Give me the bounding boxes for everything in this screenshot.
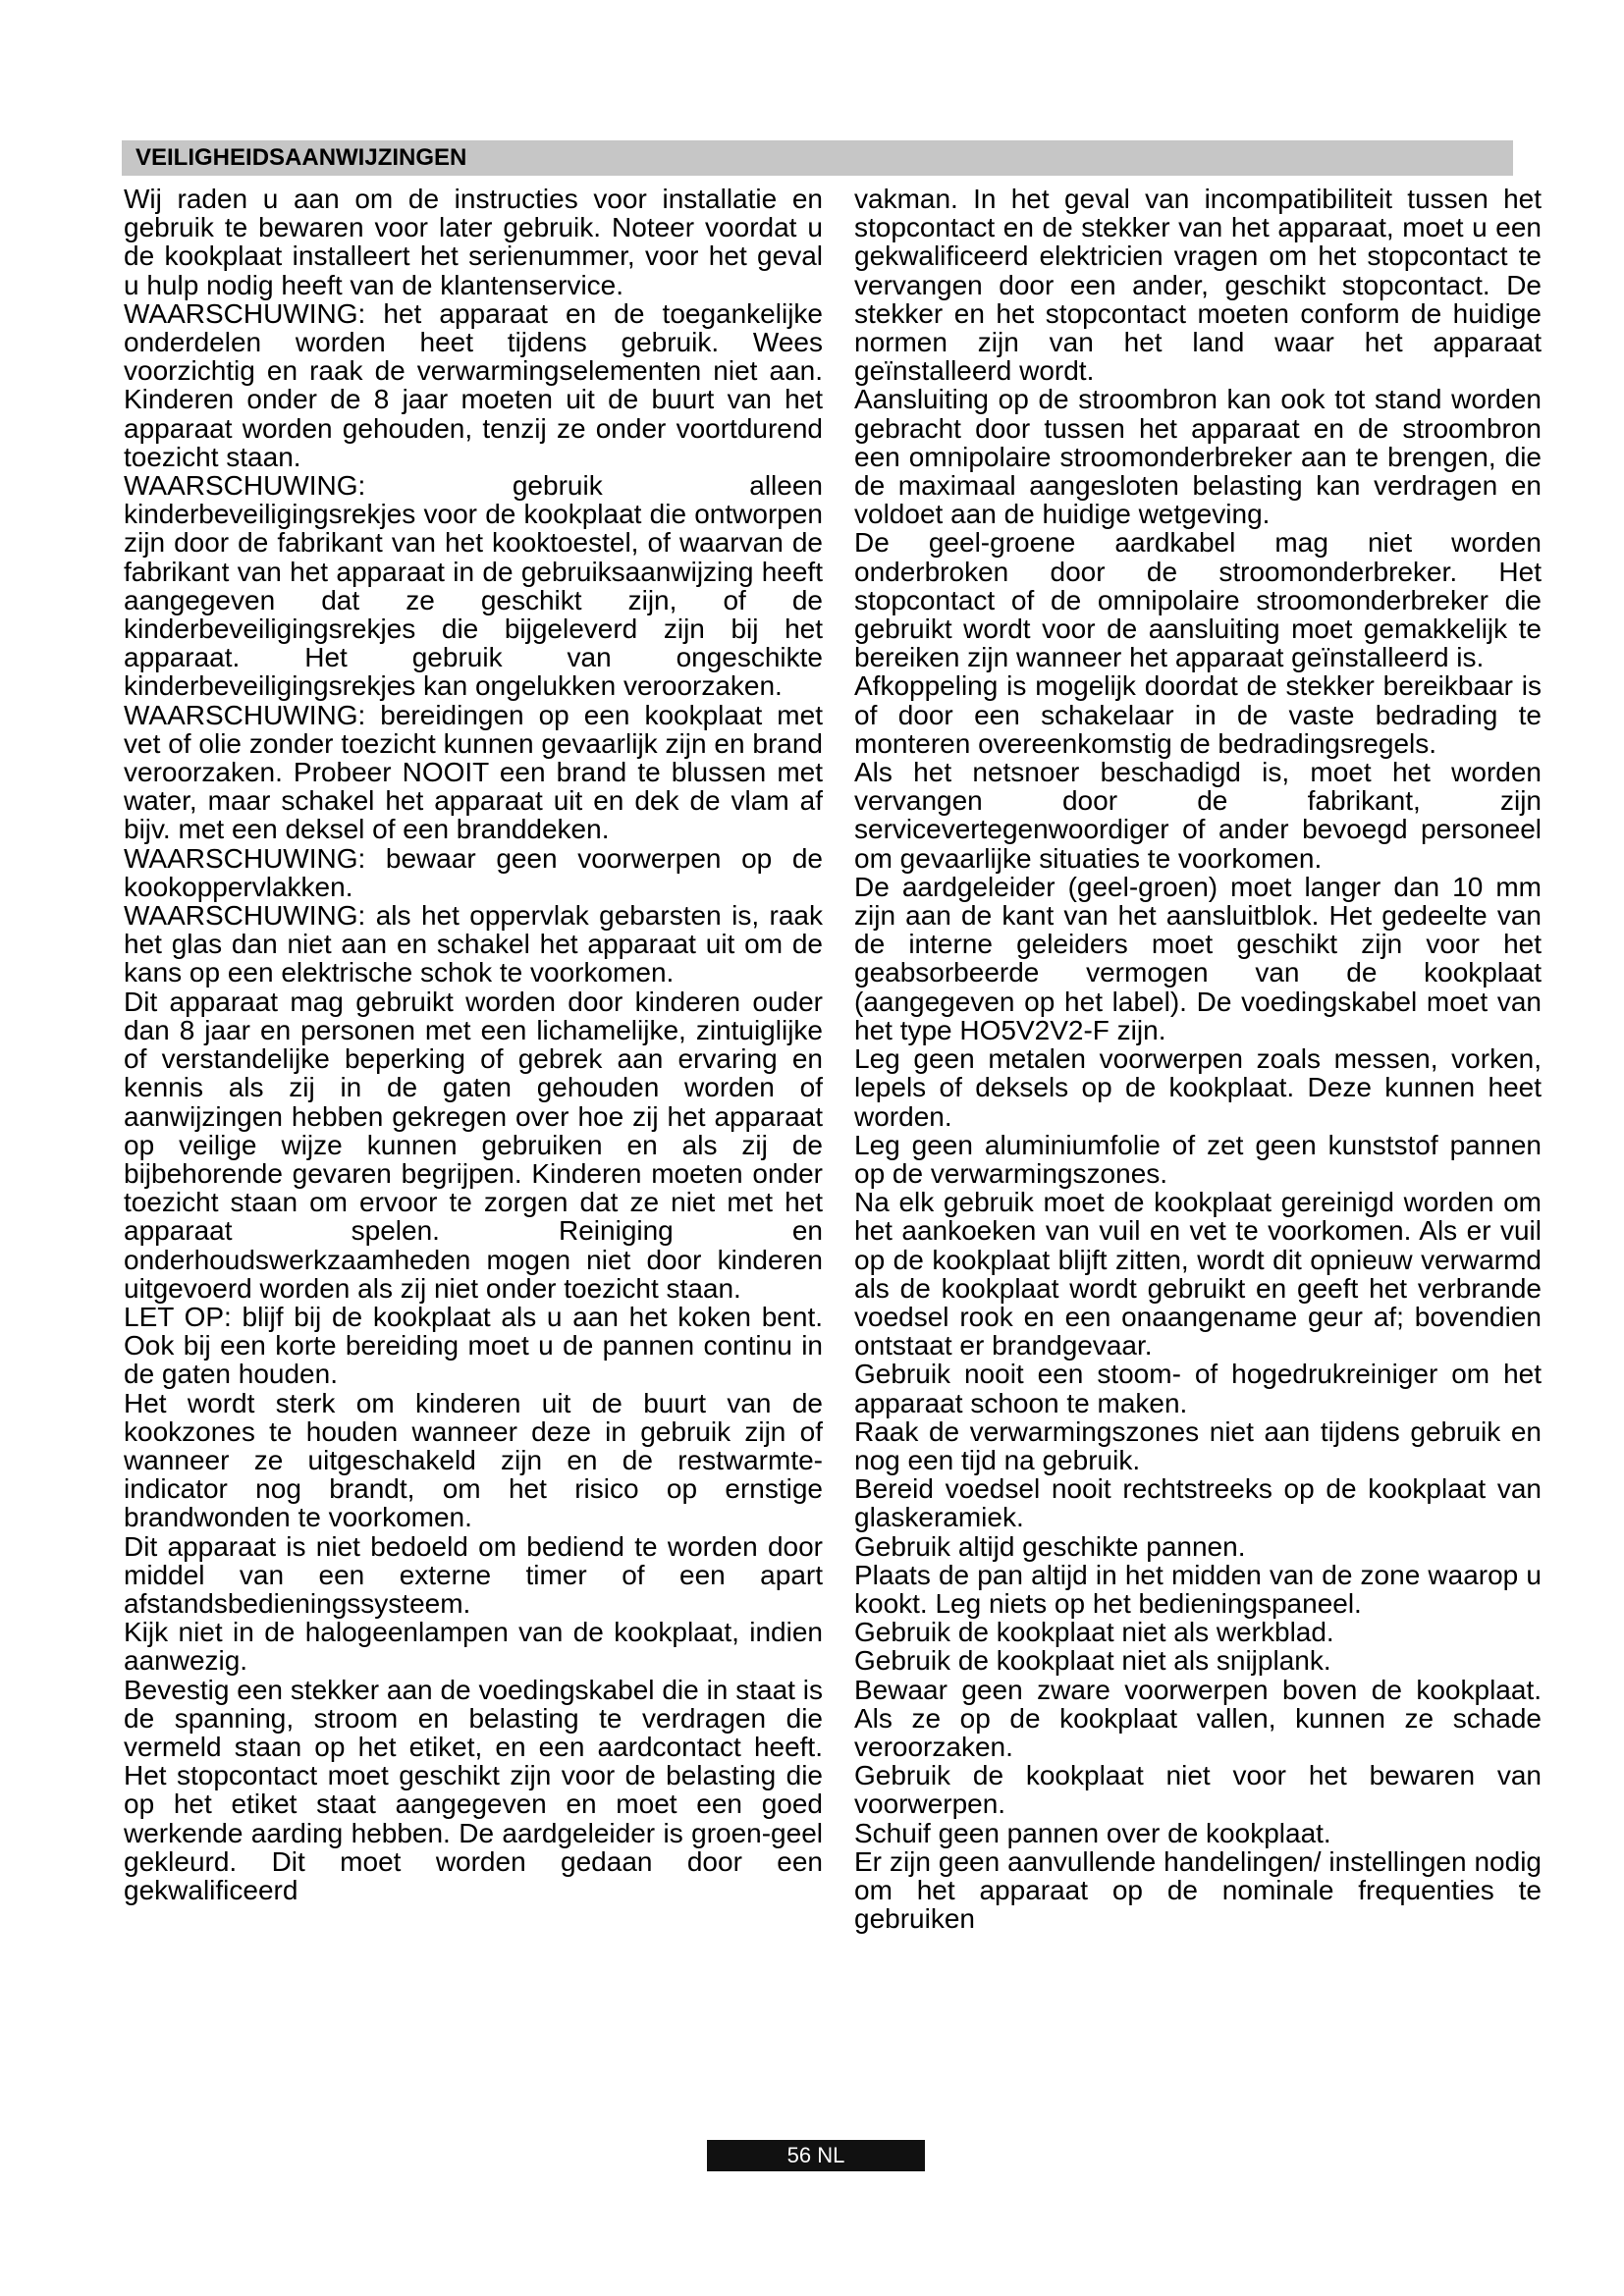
paragraph: Dit apparaat mag gebruikt worden door kinderen ouder dan 8 jaar en personen met een lichamelijke, zintuiglijke of verstandelijke beperking of gebrek aan ervaring en kennis als zij in de gaten gehouden worden of aanwijzingen hebben gekregen over hoe zij het apparaat op veilige wijze kunnen gebruiken en als zij de bijbehorende gevaren begrijpen. Kinderen moeten onder toezicht staan om ervoor te zorgen dat ze niet met het apparaat spelen. Reiniging en onderhoudswerkzaamheden mogen niet door kinderen uitgevoerd worden als zij niet onder toezicht staan.	[124, 986, 823, 1304]
paragraph: Raak de verwarmingszones niet aan tijdens gebruik en nog een tijd na gebruik.	[854, 1415, 1542, 1475]
paragraph: Als het netsnoer beschadigd is, moet het worden vervangen door de fabrikant, zijn servicevertegenwoordiger of ander bevoegd personeel om gevaarlijke situaties te voorkomen.	[854, 757, 1542, 874]
right-text-column	[854, 185, 1542, 2148]
paragraph: Na elk gebruik moet de kookplaat gereinigd worden om het aankoeken van vuil en vet te voorkomen. Als er vuil op de kookplaat blijft zitten, wordt dit opnieuw verwarmd als de kookplaat wordt gebruikt en geeft het verbrande voedsel rook en een onaangename geur af; bovendien ontstaat er brandgevaar.	[854, 1187, 1542, 1362]
paragraph: Gebruik de kookplaat niet als werkblad.	[854, 1617, 1334, 1648]
paragraph: WAARSCHUWING: gebruik alleen kinderbeveiligingsrekjes voor de kookplaat die ontworpen zijn door de fabrikant van het kooktoestel, of waarvan de fabrikant van het apparaat in de gebruiksaanwijzing heeft aangegeven dat ze geschikt zijn, of de kinderbeveiligingsrekjes die bijgeleverd zijn bij het apparaat. Het gebruik van ongeschikte kinderbeveiligingsrekjes kan ongelukken veroorzaken.	[124, 470, 823, 702]
paragraph: WAARSCHUWING: het apparaat en de toegankelijke onderdelen worden heet tijdens gebruik. Wees voorzichtig en raak de verwarmingselementen niet aan. Kinderen onder de 8 jaar moeten uit de buurt van het apparaat worden gehouden, tenzij ze onder voortdurend toezicht staan.	[124, 297, 823, 472]
paragraph: Bevestig een stekker aan de voedingskabel die in staat is de spanning, stroom en belasting te verdragen die vermeld staan op het etiket, en een aardcontact heeft. Het stopcontact moet geschikt zijn voor de belasting die op het etiket staat aangegeven en moet een goed werkende aarding hebben. De aardgeleider is groen-geel gekleurd. Dit moet worden gedaan door een gekwalificeerd	[124, 1674, 823, 1905]
paragraph: Afkoppeling is mogelijk doordat de stekker bereikbaar is of door een schakelaar in de vaste bedrading te monteren overeenkomstig de bedradingsregels.	[854, 670, 1542, 759]
section-header-bar	[122, 140, 1513, 176]
paragraph: Gebruik altijd geschikte pannen.	[854, 1530, 1246, 1562]
page-number-bar	[707, 2140, 925, 2171]
paragraph: Schuif geen pannen over de kookplaat.	[854, 1817, 1331, 1848]
paragraph: Er zijn geen aanvullende handelingen/ instellingen nodig om het apparaat op de nominale frequenties te gebruiken	[854, 1845, 1542, 1935]
paragraph: De aardgeleider (geel-groen) moet langer dan 10 mm zijn aan de kant van het aansluitblok. Het gedeelte van de interne geleiders moet geschikt zijn voor het geabsorbeerde vermogen van de kookplaat (aangegeven op het label). De voedingskabel moet van het type HO5V2V2-F zijn.	[854, 871, 1542, 1045]
paragraph: De geel-groene aardkabel mag niet worden onderbroken door de stroomonderbreker. Het stopcontact of de omnipolaire stroomonderbreker die gebruikt wordt voor de aansluiting moet gemakkelijk te bereiken zijn wanneer het apparaat geïnstalleerd is.	[854, 527, 1542, 673]
paragraph: Plaats de pan altijd in het midden van de zone waarop u kookt. Leg niets op het bedieningspaneel.	[854, 1559, 1542, 1619]
page-number: 56 NL	[786, 2143, 845, 2167]
paragraph: Gebruik de kookplaat niet voor het bewaren van voorwerpen.	[854, 1760, 1542, 1820]
paragraph: Kijk niet in de halogeenlampen van de kookplaat, indien aanwezig.	[124, 1617, 823, 1677]
paragraph: Bewaar geen zware voorwerpen boven de kookplaat. Als ze op de kookplaat vallen, kunnen ze schade veroorzaken.	[854, 1674, 1542, 1762]
paragraph: Bereid voedsel nooit rechtstreeks op de kookplaat van glaskeramiek.	[854, 1473, 1542, 1533]
paragraph: WAARSCHUWING: bereidingen op een kookplaat met vet of olie zonder toezicht kunnen gevaarlijk zijn en brand veroorzaken. Probeer NOOIT een brand te blussen met water, maar schakel het apparaat uit en dek de vlam af bijv. met een deksel of een branddeken.	[124, 699, 823, 845]
paragraph: vakman. In het geval van incompatibiliteit tussen het stopcontact en de stekker van het apparaat, moet u een gekwalificeerd elektricien vragen om het stopcontact te vervangen door een ander, geschikt stopcontact. De stekker en het stopcontact moeten conform de huidige normen zijn van het land waar het apparaat geïnstalleerd wordt.	[854, 185, 1542, 387]
section-title: VEILIGHEIDSAANWIJZINGEN	[135, 144, 467, 171]
left-text-column	[124, 185, 823, 2148]
paragraph: Wij raden u aan om de instructies voor installatie en gebruik te bewaren voor later gebruik. Noteer voordat u de kookplaat installeert het serienummer, voor het geval u hulp nodig heeft van de klantenservice.	[124, 185, 823, 300]
paragraph: Het wordt sterk om kinderen uit de buurt van de kookzones te houden wanneer deze in gebruik zijn of wanneer ze uitgeschakeld zijn en de restwarmte-indicator nog brandt, om het risico op ernstige brandwonden te voorkomen.	[124, 1387, 823, 1533]
paragraph: Gebruik nooit een stoom- of hogedrukreiniger om het apparaat schoon te maken.	[854, 1359, 1542, 1418]
paragraph: Dit apparaat is niet bedoeld om bediend te worden door middel van een externe timer of een apart afstandsbedieningssysteem.	[124, 1530, 823, 1619]
paragraph: LET OP: blijf bij de kookplaat als u aan het koken bent. Ook bij een korte bereiding moet u de pannen continu in de gaten houden.	[124, 1301, 823, 1390]
paragraph: WAARSCHUWING: als het oppervlak gebarsten is, raak het glas dan niet aan en schakel het apparaat uit om de kans op een elektrische schok te voorkomen.	[124, 900, 823, 988]
paragraph: Leg geen metalen voorwerpen zoals messen, vorken, lepels of deksels op de kookplaat. Deze kunnen heet worden.	[854, 1043, 1542, 1132]
paragraph: Aansluiting op de stroombron kan ook tot stand worden gebracht door tussen het apparaat en de stroombron een omnipolaire stroomonderbreker aan te brengen, die de maximaal aangesloten belasting kan verdragen en voldoet aan de huidige wetgeving.	[854, 384, 1542, 530]
paragraph: WAARSCHUWING: bewaar geen voorwerpen op de kookoppervlakken.	[124, 842, 823, 902]
paragraph: Leg geen aluminiumfolie of zet geen kunststof pannen op de verwarmingszones.	[854, 1129, 1542, 1189]
paragraph: Gebruik de kookplaat niet als snijplank.	[854, 1645, 1331, 1677]
